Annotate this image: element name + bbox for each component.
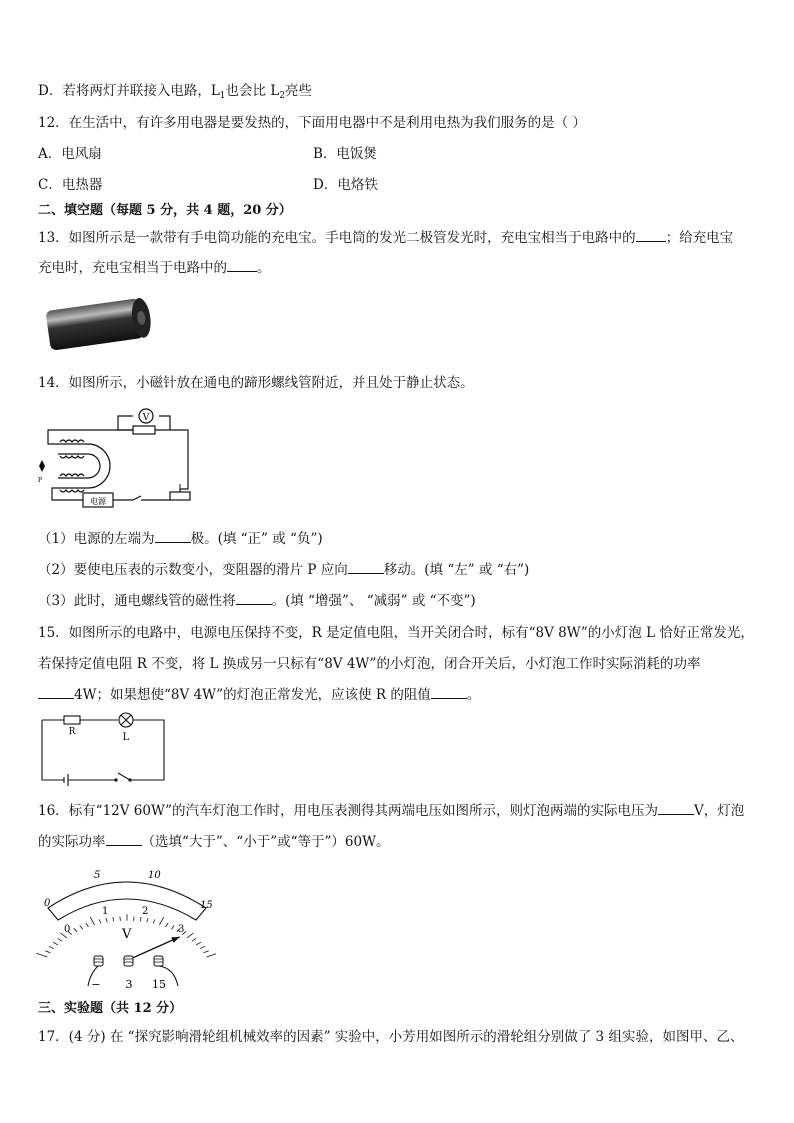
terminal-15 [154, 956, 163, 966]
q14-sub-3a: （3）此时，通电螺线管的磁性将 [38, 593, 236, 609]
q11-option-d-suffix: 亮些 [285, 83, 313, 99]
q12-option-c: C．电热器 [38, 177, 103, 193]
scale-tick [159, 917, 163, 925]
scale-tick [171, 926, 174, 930]
q14-sub-3 [38, 592, 476, 610]
outer-tick-label: 0 [44, 898, 51, 909]
q16-line-1 [38, 802, 744, 820]
q13-line-1b: ；给充电宝 [665, 230, 734, 246]
answer-blank [658, 802, 694, 815]
outer-tick-label: 5 [94, 870, 101, 881]
inner-tick-label: 1 [102, 906, 109, 917]
q13-line-2a: 充电时，充电宝相当于电路中的 [38, 260, 227, 276]
q16-line-2b: （选填“大于”、“小于”或“等于”）60W。 [141, 834, 390, 850]
q12-option-d: D．电烙铁 [313, 177, 378, 193]
q14-sub-1a: （1）电源的左端为 [38, 531, 155, 547]
section-2-heading: 二、填空题（每题 5 分，共 4 题，20 分） [38, 203, 292, 218]
terminal-3 [124, 956, 133, 966]
scale-tick [120, 917, 121, 921]
scale-tick [147, 918, 148, 922]
answer-blank [38, 686, 74, 699]
terminal-label: 3 [125, 978, 133, 990]
q12-option-a: A．电风扇 [38, 146, 102, 162]
voltmeter-label: V [142, 413, 150, 423]
q11-option-d-mid: 也会比 L [225, 83, 280, 99]
slider-p-label: P [38, 477, 43, 484]
q16-line-2a: 的实际功率 [38, 834, 106, 850]
scale-tick [53, 942, 58, 945]
answer-blank [431, 686, 467, 699]
answer-blank [227, 259, 257, 272]
terminal-label: 15 [152, 978, 166, 990]
scale-tick [196, 942, 201, 945]
terminal-label: − [91, 978, 101, 990]
q15-line-3b: 。 [466, 687, 481, 703]
power-bank-figure [38, 290, 158, 362]
q15-line-1: 15．如图所示的电路中，电源电压保持不变，R 是定值电阻，当开关闭合时，标有“8V 8W”的小灯泡 L 恰好正常发光， [38, 625, 754, 641]
q13-line-1 [38, 229, 733, 247]
compass-needle-icon [39, 460, 45, 472]
answer-blank [636, 229, 666, 242]
q13-line-2 [38, 259, 271, 277]
voltmeter-dial-figure [36, 864, 216, 990]
power-source-label: 电源 [90, 497, 106, 506]
q15-circuit-figure [38, 712, 168, 790]
scale-tick [99, 919, 101, 923]
q15-line-3 [38, 686, 480, 704]
scale-tick [153, 919, 155, 923]
q14-sub-3b: 。(填 “增强”、 “减弱” 或 “不变”) [271, 593, 476, 609]
q12-option-b: B．电饭煲 [313, 146, 377, 162]
scale-tick [166, 923, 169, 927]
scale-tick [45, 951, 50, 953]
q11-option-d [38, 82, 312, 105]
q12-stem: 12．在生活中，有许多用电器是要发热的，下面用电器中不是利用电热为我们服务的是（ ） [38, 115, 586, 131]
scale-tick [90, 917, 94, 925]
scale-tick [192, 938, 196, 941]
outer-tick-label: 10 [148, 870, 161, 881]
scale-tick [80, 926, 83, 930]
resistor-label: R [68, 727, 76, 737]
q14-sub-1 [38, 530, 323, 548]
scale-tick [207, 953, 216, 957]
inner-tick-label: 2 [142, 906, 149, 917]
q17-line-1: 17．(4 分) 在 “探究影响滑轮组机械效率的因素” 实验中，小芳用如图所示的滑轮组分别做了 3 组实验，如图甲、乙、 [38, 1029, 744, 1045]
q14-sub-2 [38, 561, 529, 579]
q14-stem: 14．如图所示，小磁针放在通电的蹄形螺线管附近，并且处于静止状态。 [38, 375, 474, 391]
outer-tick-label: 15 [200, 900, 213, 911]
lamp-label: L [122, 732, 130, 743]
terminal-negative [94, 956, 103, 966]
inner-tick-label: 3 [178, 924, 185, 935]
subscript-1: 1 [219, 91, 226, 101]
inner-tick-label: 0 [64, 924, 71, 935]
scale-tick [134, 917, 135, 921]
solenoid-circuit-figure [38, 404, 194, 514]
answer-blank [236, 592, 272, 605]
meter-needle-tip [171, 937, 180, 943]
q15-line-2: 若保持定值电阻 R 不变，将 L 换成另一只标有“8V 4W”的小灯泡，闭合开关后，小灯泡工作时实际消耗的功率 [38, 656, 701, 672]
q14-sub-1b: 极。(填 “正” 或 “负”) [190, 531, 323, 547]
scale-tick [37, 953, 48, 957]
scale-tick [86, 923, 89, 927]
scale-tick [140, 917, 141, 921]
meter-unit-label: V [122, 927, 132, 942]
q11-option-d-prefix: D．若将两灯并联接入电路，L [38, 83, 220, 99]
answer-blank [155, 530, 191, 543]
scale-tick [74, 928, 77, 932]
scale-tick [49, 946, 54, 948]
answer-blank [106, 833, 142, 846]
q16-line-1b: V，灯泡 [694, 803, 745, 819]
q14-sub-2a: （2）要使电压表的示数变小，变阻器的滑片 P 应向 [38, 562, 348, 578]
scale-tick [113, 917, 114, 921]
scale-tick [106, 918, 107, 922]
scale-tick [187, 933, 193, 938]
subscript-2: 2 [279, 91, 286, 101]
answer-blank [348, 561, 384, 574]
q15-line-3a: 4W；如果想使“8V 4W”的灯泡正常发光，应该使 R 的阻值 [74, 687, 431, 703]
scale-tick [58, 938, 62, 941]
scale-tick [204, 951, 209, 953]
q16-line-2 [38, 833, 389, 851]
q13-line-1a: 13．如图所示是一款带有手电筒功能的充电宝。手电筒的发光二极管发光时，充电宝相当于电路中的 [38, 230, 636, 246]
q14-sub-2b: 移动。(填 “左” 或 “右”) [383, 562, 530, 578]
section-3-heading: 三、实验题（共 12 分） [38, 1001, 183, 1016]
q16-line-1a: 16．标有“12V 60W”的汽车灯泡工作时，用电压表测得其两端电压如图所示，则灯泡两端的实际电压为 [38, 803, 659, 819]
q13-line-2b: 。 [257, 260, 271, 276]
scale-tick [200, 946, 205, 948]
